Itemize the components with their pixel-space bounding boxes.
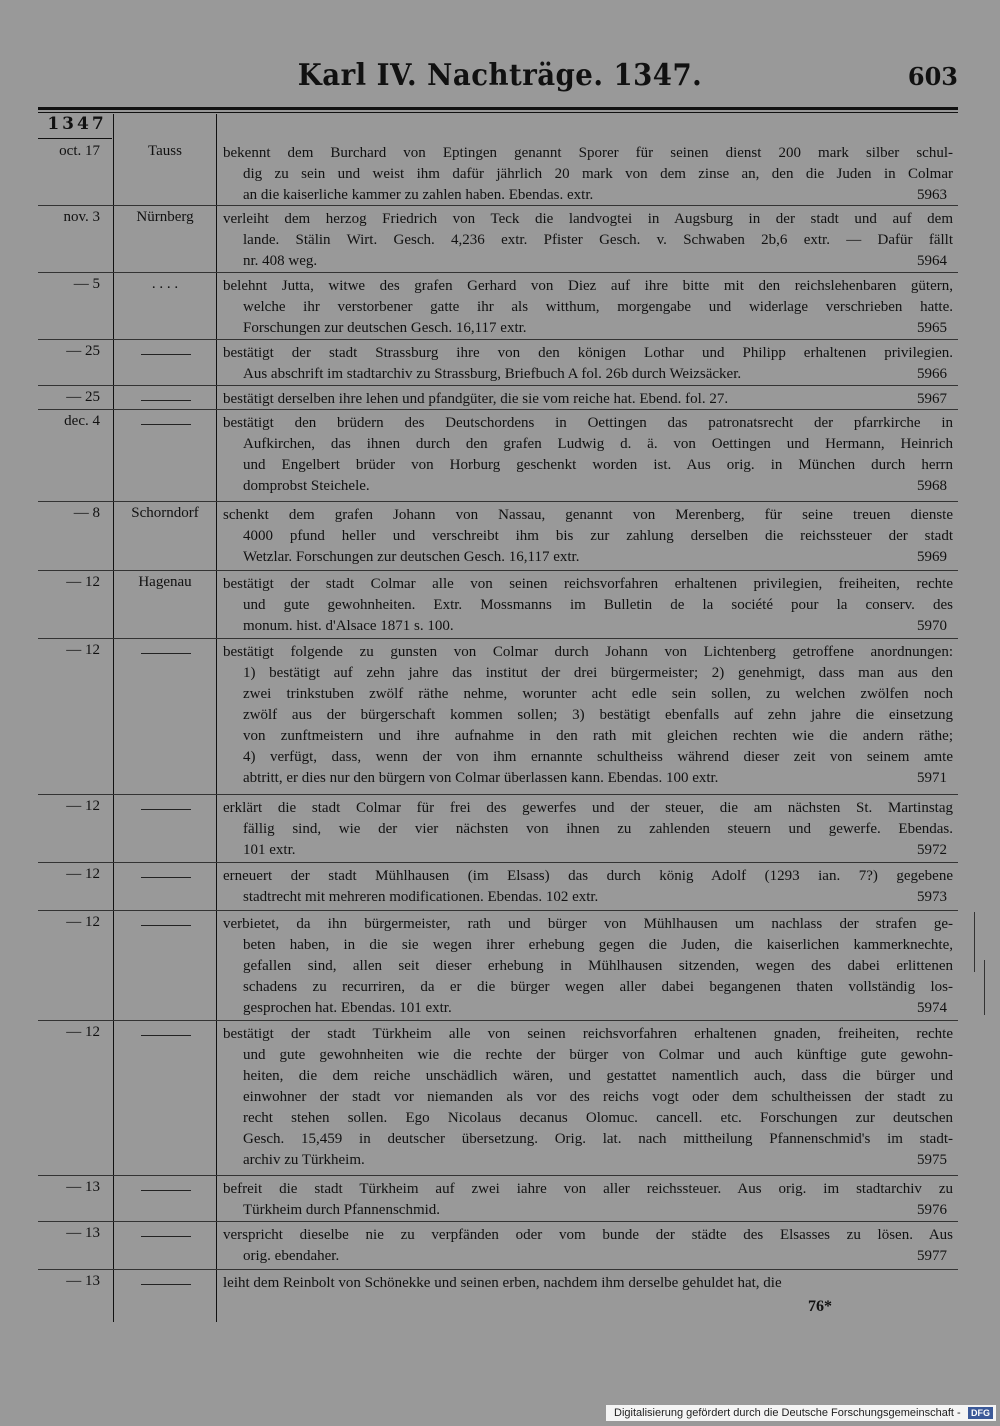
entry-line [223, 364, 953, 385]
entry-number: 5968 [917, 478, 947, 494]
entry-line-text: und Engelbert brüder von Horburg geschenkt worden ist. Aus orig. in München durch herrn [243, 457, 953, 473]
entry-separator [38, 794, 958, 795]
entry-text [223, 1225, 953, 1267]
entry-text [223, 209, 953, 272]
entry-line-text: einwohner der stadt vor niemanden als vor des reichs vogt oder dem schultheissen der stadt zu [243, 1089, 953, 1105]
entry-line [223, 547, 953, 568]
entry-text [223, 798, 953, 861]
entry-line [223, 684, 953, 705]
header-rule [38, 107, 958, 110]
entry-separator [38, 1175, 958, 1176]
place-ditto-dash [141, 925, 191, 926]
entry-line [223, 1273, 953, 1294]
entry-text [223, 1024, 953, 1171]
margin-mark [974, 912, 975, 972]
place-ditto-dash [141, 424, 191, 425]
entry-separator [38, 570, 958, 571]
entry-line [223, 1108, 953, 1129]
entry-line-text: Aufkirchen, das ihnen durch den grafen Ludwig d. ä. von Oettingen und Hermann, Heinrich [243, 436, 953, 452]
entry-line [223, 616, 953, 637]
entry-date: nov. 3 [63, 209, 100, 225]
entry-line [223, 998, 953, 1019]
entry-line-text: abtritt, er dies nur den bürgern von Colmar überlassen kann. Ebendas. 100 extr. [243, 770, 719, 786]
entry-line-text: verleiht dem herzog Friedrich von Teck die landvogtei in Augsburg in der stadt und auf dem [223, 211, 953, 227]
entry-line-text: Türkheim durch Pfannenschmid. [243, 1202, 441, 1218]
entry-date: — 5 [73, 276, 100, 292]
entry-line-text: erklärt die stadt Colmar für frei des gewerfes und der steuer, die am nächsten St. Martinstag [223, 800, 953, 816]
entry-number: 5965 [917, 320, 947, 336]
column-divider-place [216, 114, 217, 1322]
entry-line [223, 343, 953, 364]
entry-place: . . . . [151, 276, 179, 292]
entry-line [223, 1200, 953, 1221]
entry-number: 5963 [917, 187, 947, 203]
entry-line [223, 887, 953, 908]
entry-line [223, 209, 953, 230]
entry-line [223, 1024, 953, 1045]
entry-text [223, 505, 953, 568]
entry-separator [38, 910, 958, 911]
entry-line-text: zwölf aus der bürgerschaft kommen sollen; 3) bestätigt ebenfalls auf zehn jahre die einsetzung [243, 707, 953, 723]
entry-line-text: fällig sind, wie der vier nächsten von ihnen zu zahlenden steuern und gewerfe. Ebendas. [243, 821, 953, 837]
entry-number: 5977 [917, 1248, 947, 1264]
entry-line-text: erneuert der stadt Mühlhausen (im Elsass) das durch könig Adolf (1293 ian. 7?) gegebene [223, 868, 953, 884]
entry-line-text: domprobst Steichele. [243, 478, 370, 494]
entry-line [223, 318, 953, 339]
entry-line [223, 663, 953, 684]
entry-line [223, 1225, 953, 1246]
entry-date: — 12 [66, 574, 100, 590]
entry-date: — 8 [73, 505, 100, 521]
entry-separator [38, 409, 958, 410]
entry-line [223, 505, 953, 526]
entry-line-text: heiten, die dem reiche unschädlich wären, und gestattet namentlich auch, dass die bürger und [243, 1068, 953, 1084]
entry-line-text: Wetzlar. Forschungen zur deutschen Gesch. 16,117 extr. [243, 549, 580, 565]
entry-line-text: Aus abschrift im stadtarchiv zu Strassburg, Briefbuch A fol. 26b durch Weizsäcker. [243, 366, 742, 382]
entry-line [223, 726, 953, 747]
entry-number: 5976 [917, 1202, 947, 1218]
entry-line-text: bestätigt der stadt Türkheim alle von seinen reichsvorfahren erhaltenen gnaden, freiheiten, rechte [223, 1026, 953, 1042]
entry-number: 5972 [917, 842, 947, 858]
entry-place: Nürnberg [136, 209, 194, 225]
entry-number: 5966 [917, 366, 947, 382]
entry-line-text: belehnt Jutta, witwe des grafen Gerhard von Diez auf ihre bitte mit den reichslehenbaren gütern, [223, 278, 953, 294]
place-ditto-dash [141, 1284, 191, 1285]
entry-date: dec. 4 [64, 413, 100, 429]
entry-line-text: monum. hist. d'Alsace 1871 s. 100. [243, 618, 454, 634]
place-ditto-dash [141, 1035, 191, 1036]
entry-text [223, 343, 953, 385]
entry-separator [38, 205, 958, 206]
entry-text [223, 276, 953, 339]
entry-number: 5971 [917, 770, 947, 786]
entry-date: — 12 [66, 642, 100, 658]
entry-line-text: zwei trinkstuben zwölf räthe nehme, worunter acht edle sein sollen, zu welchen zwölfen noch [243, 686, 953, 702]
dfg-logo: DFG [968, 1407, 993, 1419]
entry-line-text: Gesch. 15,459 in deutscher übersetzung. Orig. lat. nach mittheilung Pfannenschmid's im stadt- [243, 1131, 953, 1147]
entry-line-text: bestätigt derselben ihre lehen und pfandgüter, die sie vom reiche hat. Ebend. fol. 27. [223, 391, 729, 407]
entry-text [223, 574, 953, 637]
entry-line [223, 574, 953, 595]
running-head: Karl IV. Nachträge. 1347. [297, 58, 703, 93]
entry-line [223, 977, 953, 998]
entry-place: Hagenau [138, 574, 192, 590]
entry-line-text: bestätigt der stadt Colmar alle von seinen reichsvorfahren erhaltenen privilegien, freiheiten, rechte [223, 576, 953, 592]
entry-line [223, 276, 953, 297]
entry-number: 5967 [917, 391, 947, 407]
entry-line [223, 798, 953, 819]
entry-text [223, 1179, 953, 1221]
entry-text [223, 143, 953, 206]
entry-place: Schorndorf [131, 505, 199, 521]
entry-line-text: schadens zu recurriren, da er die bürger wegen aller dabei begangenen thaten vollständig los- [243, 979, 953, 995]
entry-line [223, 1246, 953, 1267]
year-rule [38, 138, 112, 139]
entry-separator [38, 385, 958, 386]
header-rule-thin [38, 112, 958, 113]
entry-text [223, 389, 953, 410]
entry-line [223, 251, 953, 272]
entry-separator [38, 1269, 958, 1270]
place-ditto-dash [141, 653, 191, 654]
entry-line [223, 185, 953, 206]
page-number: 603 [907, 62, 958, 91]
year-heading: 1347 [47, 114, 107, 134]
entry-line [223, 1087, 953, 1108]
entry-line-text: 1) bestätigt auf zehn jahre das institut der drei bürgermeister; 2) genehmigt, dass man aus den [243, 665, 953, 681]
entry-line-text: recht stehen sollen. Ego Nicolaus decanus Olomuc. cancell. etc. Forschungen zur deutschen [243, 1110, 953, 1126]
entry-text [223, 413, 953, 497]
entry-line-text: archiv zu Türkheim. [243, 1152, 365, 1168]
entry-line-text: 4000 pfund heller und verschreibt ihm bis zur zahlung derselben die reichssteuer der stadt [243, 528, 953, 544]
entry-line-text: gefallen sind, allen seit dieser erhebung in Mühlhausen sitzenden, wegen des dabei erlittenen [243, 958, 953, 974]
entry-line-text: schenkt dem grafen Johann von Nassau, genannt von Merenberg, für seine treuen dienste [223, 507, 953, 523]
column-divider-date [113, 114, 114, 1322]
entry-line-text: orig. ebendaher. [243, 1248, 340, 1264]
entry-number: 5973 [917, 889, 947, 905]
entry-line-text: verbietet, da ihn bürgermeister, rath und bürger von Mühlhausen um nachlass der strafen ge- [223, 916, 953, 932]
entry-line-text: Forschungen zur deutschen Gesch. 16,117 extr. [243, 320, 527, 336]
entry-date: — 13 [66, 1179, 100, 1195]
entry-line [223, 840, 953, 861]
entry-line-text: bestätigt der stadt Strassburg ihre von den königen Lothar und Philipp erhaltenen privilegien. [223, 345, 953, 361]
entry-line-text: dig zu sein und weist ihm dafür jährlich 20 mark von dem zinse an, den die Juden in Colmar [243, 166, 953, 182]
entry-line [223, 705, 953, 726]
place-ditto-dash [141, 400, 191, 401]
entry-line [223, 914, 953, 935]
entry-line [223, 1179, 953, 1200]
entry-line [223, 1150, 953, 1171]
entry-line-text: leiht dem Reinbolt von Schönekke und seinen erben, nachdem ihm derselbe gehuldet hat, die [223, 1275, 782, 1291]
entry-line [223, 455, 953, 476]
entry-line [223, 1045, 953, 1066]
entry-line [223, 642, 953, 663]
entry-line [223, 143, 953, 164]
entry-date: — 13 [66, 1225, 100, 1241]
entry-number: 5964 [917, 253, 947, 269]
entry-line-text: beten haben, in die sie wegen ihrer erhebung gegen die Juden, die kaiserlichen kammerknechte, [243, 937, 953, 953]
entry-line [223, 434, 953, 455]
place-ditto-dash [141, 354, 191, 355]
entry-line-text: bestätigt folgende zu gunsten von Colmar durch Johann von Lichtenberg getroffene anordnungen: [223, 644, 953, 660]
entry-line-text: welche ihr verstorbener gatte ihr als witthum, morgengabe und widerlage verschrieben hatte. [243, 299, 953, 315]
entry-line [223, 164, 953, 185]
place-ditto-dash [141, 1236, 191, 1237]
entry-line-text: von zunftmeistern und ihre aufnahme in den rath mit gleichen rechten wie die andern räthe; [243, 728, 953, 744]
footer-text: Digitalisierung gefördert durch die Deutsche Forschungsgemeinschaft - [614, 1407, 961, 1419]
entry-line [223, 389, 953, 410]
place-ditto-dash [141, 809, 191, 810]
entry-line-text: und gute gewohnheiten wie die rechte der bürger von Colmar und auch künftige gute gewohn- [243, 1047, 953, 1063]
entry-line-text: lande. Stälin Wirt. Gesch. 4,236 extr. Pfister Gesch. v. Schwaben 2b,6 extr. — Dafür fällt [243, 232, 953, 248]
entry-number: 5975 [917, 1152, 947, 1168]
entry-line [223, 595, 953, 616]
entry-line [223, 526, 953, 547]
entry-separator [38, 272, 958, 273]
entry-line-text: befreit die stadt Türkheim auf zwei iahre von aller reichssteuer. Aus orig. im stadtarchiv zu [223, 1181, 953, 1197]
entry-line [223, 747, 953, 768]
entry-line-text: stadtrecht mit mehreren modificationen. Ebendas. 102 extr. [243, 889, 599, 905]
entry-date: — 25 [66, 343, 100, 359]
entry-date: — 12 [66, 1024, 100, 1040]
entry-line [223, 956, 953, 977]
entry-line-text: verspricht dieselbe nie zu verpfänden oder vom bunde der städte des Elsasses zu lösen. Aus [223, 1227, 953, 1243]
signature-mark: 76* [808, 1298, 832, 1315]
entry-separator [38, 339, 958, 340]
entry-line [223, 230, 953, 251]
entry-line-text: und gute gewohnheiten. Extr. Mossmanns im Bulletin de la société pour la conserv. des [243, 597, 953, 613]
place-ditto-dash [141, 877, 191, 878]
entry-line [223, 476, 953, 497]
entry-number: 5974 [917, 1000, 947, 1016]
entry-line [223, 935, 953, 956]
entry-number: 5970 [917, 618, 947, 634]
entry-date: oct. 17 [59, 143, 100, 159]
entry-line [223, 1129, 953, 1150]
entry-line-text: 4) verfügt, dass, wenn der von ihm ernannte schultheiss während dieser zeit von seinem amte [243, 749, 953, 765]
entry-text [223, 914, 953, 1019]
entry-line-text: an die kaiserliche kammer zu zahlen haben. Ebendas. extr. [243, 187, 594, 203]
entry-line [223, 768, 953, 789]
entry-line-text: 101 extr. [243, 842, 296, 858]
entry-text [223, 1273, 953, 1294]
entry-date: — 12 [66, 798, 100, 814]
entry-line-text: nr. 408 weg. [243, 253, 318, 269]
entry-line [223, 1066, 953, 1087]
entry-date: — 13 [66, 1273, 100, 1289]
entry-place: Tauss [148, 143, 182, 159]
entry-date: — 25 [66, 389, 100, 405]
margin-mark [984, 960, 985, 1015]
entry-separator [38, 501, 958, 502]
entry-text [223, 642, 953, 789]
entry-separator [38, 638, 958, 639]
entry-separator [38, 1221, 958, 1222]
entry-line-text: bestätigt den brüdern des Deutschordens in Oettingen das patronatsrecht der pfarrkirche in [223, 415, 953, 431]
entry-line [223, 413, 953, 434]
place-ditto-dash [141, 1190, 191, 1191]
entry-text [223, 866, 953, 908]
entry-line-text: bekennt dem Burchard von Eptingen genannt Sporer für seinen dienst 200 mark silber schul- [223, 145, 953, 161]
entry-date: — 12 [66, 914, 100, 930]
entry-separator [38, 1020, 958, 1021]
entry-number: 5969 [917, 549, 947, 565]
entry-line [223, 819, 953, 840]
entry-line [223, 866, 953, 887]
entry-date: — 12 [66, 866, 100, 882]
entry-line [223, 297, 953, 318]
entry-separator [38, 862, 958, 863]
entry-line-text: gesprochen hat. Ebendas. 101 extr. [243, 1000, 452, 1016]
digitization-footer [606, 1405, 996, 1421]
